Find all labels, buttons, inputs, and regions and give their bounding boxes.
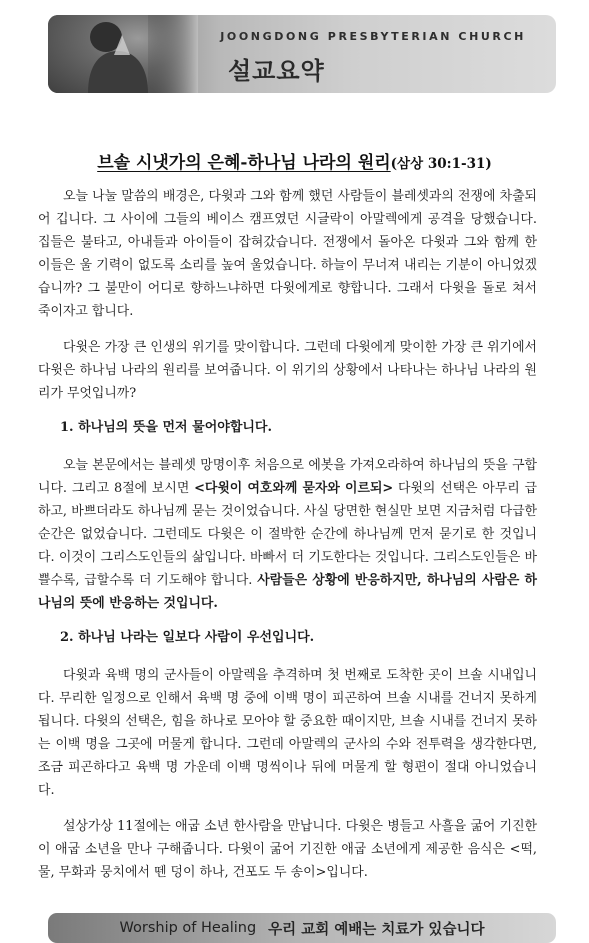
sermon-title-main: 브솔 시냇가의 은혜-하나님 나라의 원리 [97,153,391,173]
footer-banner [48,913,556,943]
paragraph-background: 오늘 나눌 말씀의 배경은, 다윗과 그와 함께 했던 사람들이 블레셋과의 전쟁에 차출되어 깁니다. 그 사이에 그들의 베이스 캠프였던 시글락이 아말렉에게 공격을 당했습니다. 집들은 불타고, 아내들과 아이들이 잡혀갔습니다. 전쟁에서 돌아온 다윗과 그와 함께 한 이들은 울 기력이 없도록 소리를 높여 울었습니다. 하늘이 무너져 내리는 기분이 아니었겠습니까? 그 불만이 어디로 향하느냐하면 다윗에게로 향합니다. 그래서 다윗을 돌로 쳐서 죽이자고 합니다. [38,189,537,319]
paragraph-point-2: 다윗과 육백 명의 군사들이 아말렉을 추격하며 첫 번째로 도착한 곳이 브솔 시내입니다. 무리한 일정으로 인해서 육백 명 중에 이백 명이 피곤하여 브솔 시내를 건너지 못하게 됩니다. 다윗의 선택은, 힘을 하나로 모아야 할 중요한 때이지만, 브솔 시내를 건너지 못하는 이백 명을 그곳에 머물게 합니다. 그런데 아말렉의 군사의 수와 전투력을 생각한다면, 조금 피곤하다고 육백 명 가운데 이백 명씩이나 뒤에 머물게 할 형편이 절대 아니었습니다. [38,668,537,798]
section-title: 설교요약 [228,57,325,85]
paragraph-egyptian-boy: 설상가상 11절에는 애굽 소년 한사람을 만납니다. 다윗은 병들고 사흘을 굶어 기진한 이 애굽 소년을 만나 구해줍니다. 다윗이 굶어 기진한 애굽 소년에게 제공한 음식은 <떡, 물, 무화과 뭉치에서 뗀 덩이 하나, 건포도 두 송이>입니다. [38,819,537,880]
church-name: JOONGDONG PRESBYTERIAN CHURCH [220,30,526,43]
praying-person-photo [48,15,198,93]
footer-korean-text: 우리 교회 예배는 치료가 있습니다 [268,921,485,938]
heading-point-1: 1. 하나님의 뜻을 먼저 물어야합니다. [60,420,273,435]
header-banner [48,15,556,93]
paragraph-crisis: 다윗은 가장 큰 인생의 위기를 맞이합니다. 그런데 다윗에게 맞이한 가장 큰 위기에서 다윗은 하나님 나라의 원리를 보여줍니다. 이 위기의 상황에서 나타나는 하나님 나라의 원리가 무엇입니까? [38,340,537,401]
emphasis-summary: 사람들은 상황에 반응하지만, 하나님의 사람은 하나님의 뜻에 반응하는 것입니다. [38,573,537,611]
paragraph-point-1: 오늘 본문에서는 블레셋 망명이후 처음으로 에봇을 가져오라하여 하나님의 뜻을 구합니다. 그리고 8절에 보시면 <다윗이 여호와께 묻자와 이르되> 다윗의 선택은 아무리 급하고, 바쁘더라도 하나님께 묻는 것이었습니다. 사실 당면한 현실만 보면 지금처럼 다급한 순간은 없었습니다. 그런데도 다윗은 이 절박한 순간에 하나님께 먼저 묻기로 한 것입니다. 이것이 그리스도인들의 삶입니다. 바빠서 더 기도한다는 것입니다. 그리스도인들은 바쁠수록, 급할수록 더 기도해야 합니다. 사람들은 상황에 반응하지만, 하나님의 사람은 하나님의 뜻에 반응하는 것입니다. [38,458,537,611]
sermon-body [38,185,537,897]
scripture-reference: (삼상 30:1-31) [390,156,492,172]
emphasis-quote: <다윗이 여호와께 묻자와 이르되> [194,481,394,496]
heading-point-2: 2. 하나님 나라는 일보다 사람이 우선입니다. [60,630,315,645]
footer-english-text: Worship of Healing [119,920,257,936]
sermon-title [0,148,589,173]
